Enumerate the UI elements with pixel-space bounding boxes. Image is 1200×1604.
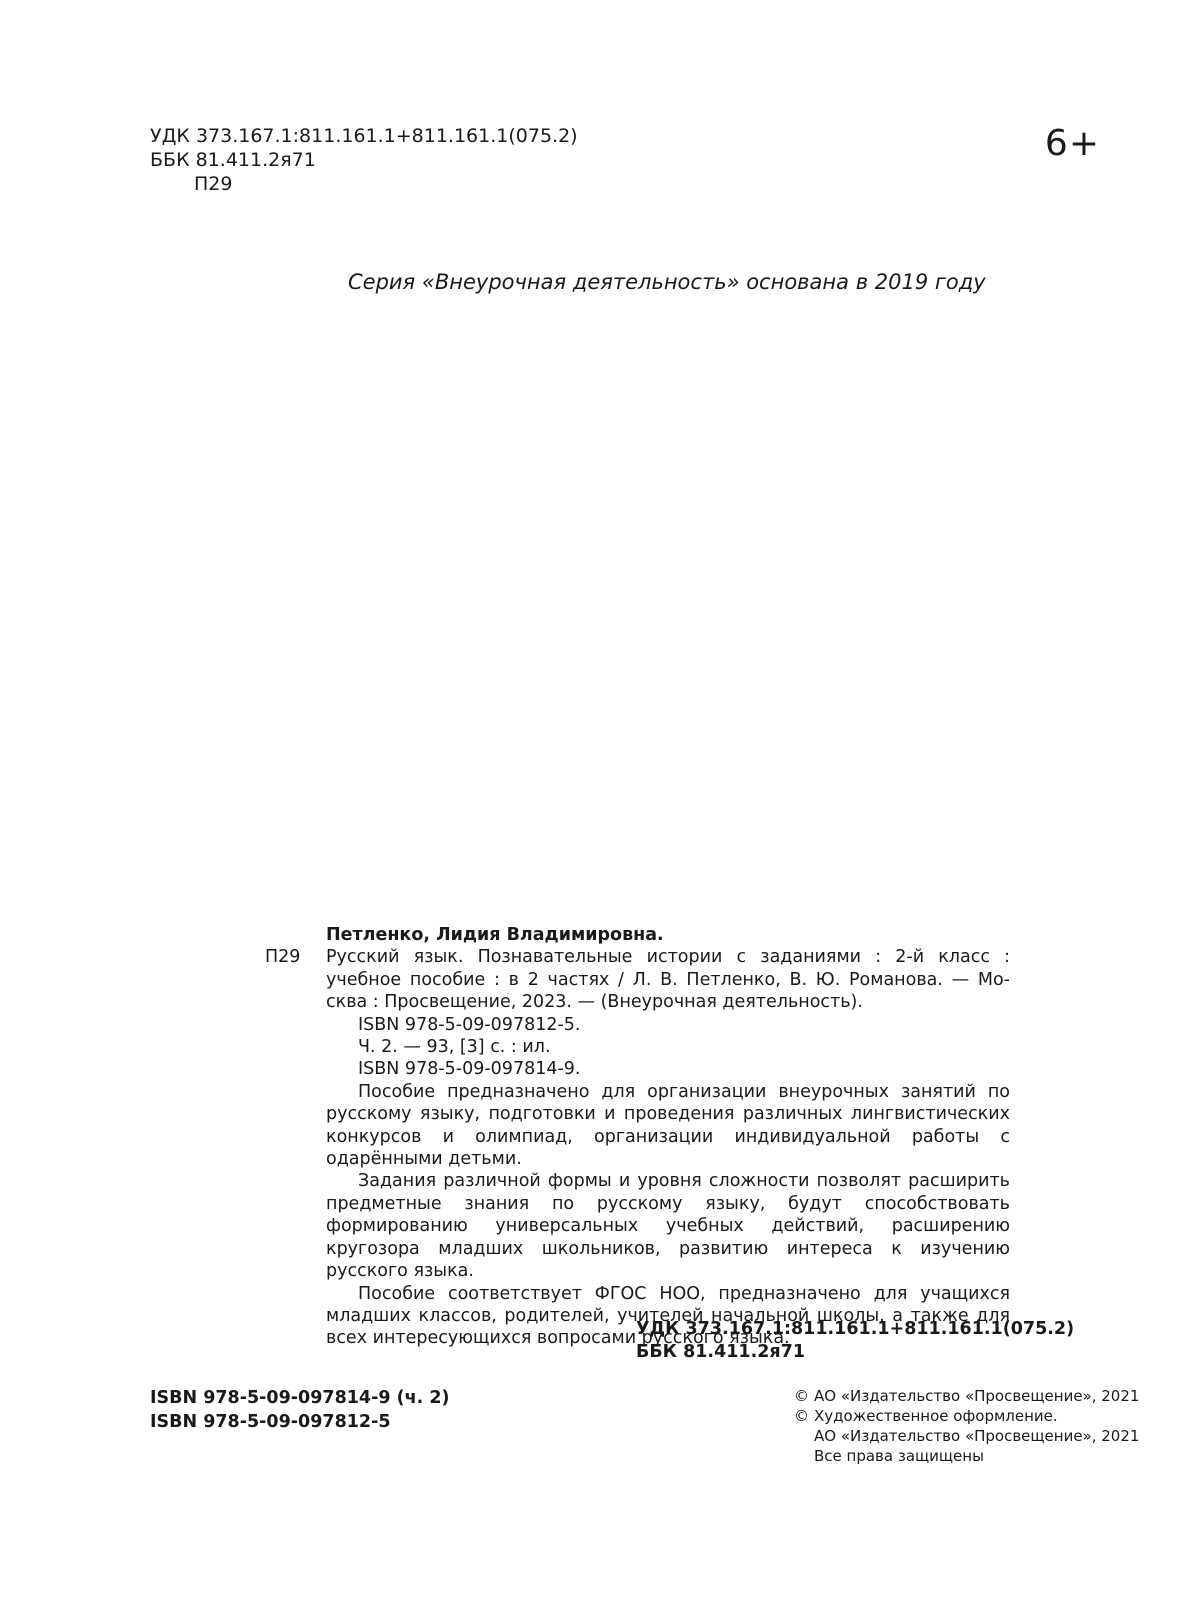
catalog-title-text-1: Русский язык. Познавательные истории с заданиями : 2-й класс :: [326, 947, 1010, 968]
catalog-title-line-3: сква : Просвещение, 2023. — (Внеурочная деятельность).: [326, 992, 863, 1013]
catalog-title-line-1: [150, 946, 1010, 968]
copyright-line-2: [794, 1406, 1139, 1426]
copyright-line-3: АО «Издательство «Просвещение», 2021: [814, 1427, 1140, 1445]
catalog-author: Петленко, Лидия Владимировна.: [326, 925, 664, 945]
copyright-line-4: Все права защищены: [814, 1447, 984, 1465]
bottom-udk-code: УДК 373.167.1:811.161.1+811.161.1(075.2): [636, 1319, 1075, 1339]
bottom-classification-codes: [636, 1318, 1074, 1364]
copyright-symbol-2: ©: [794, 1407, 809, 1425]
catalog-part: Ч. 2. — 93, [3] с. : ил.: [358, 1037, 551, 1058]
catalog-isbn-part: ISBN 978-5-09-097814-9.: [358, 1059, 581, 1080]
catalog-card: [150, 924, 1010, 1350]
catalog-title-line-2: учебное пособие : в 2 частях / Л. В. Петленко, В. Ю. Романова. — Мо-: [326, 969, 1010, 990]
bottom-bbk-code: ББК 81.411.2я71: [636, 1342, 806, 1362]
isbn-line-1: ISBN 978-5-09-097814-9 (ч. 2): [150, 1388, 450, 1408]
copyright-symbol-1: ©: [794, 1387, 809, 1405]
copyright-block: [794, 1386, 1139, 1466]
catalog-paragraph-1: Пособие предназначено для организации внеурочных занятий по русскому языку, подготовки и проведения различных лингвистических конкурсов и олимпиад, организации индивидуальной работы с одарёнными детьми.: [326, 1081, 1010, 1170]
catalog-paragraph-2: Задания различной формы и уровня сложности позволят расширить предметные знания по русскому языку, будут способствовать формированию универсальных учебных действий, расширению кругозора младших школьников, развитию интереса к изучению русского языка.: [326, 1171, 1010, 1282]
series-note: Серия «Внеурочная деятельность» основана в 2019 году: [348, 270, 986, 294]
copyright-line-2-text: Художественное оформление.: [814, 1407, 1058, 1425]
bbk-code: ББК 81.411.2я71: [150, 149, 316, 171]
age-rating: 6+: [1044, 123, 1100, 164]
catalog-paragraph-3: Пособие соответствует ФГОС НОО, предназначено для учащихся младших классов, родителей, учителей начальной школы, а также для всех интересующихся вопросами русского языка.: [326, 1283, 1010, 1349]
isbn-block: [150, 1386, 450, 1434]
catalog-code: П29: [265, 947, 301, 968]
copyright-line-1-text: АО «Издательство «Просвещение», 2021: [814, 1387, 1140, 1405]
isbn-line-2: ISBN 978-5-09-097812-5: [150, 1412, 391, 1432]
top-classification-codes: [150, 124, 578, 196]
catalog-isbn-series: ISBN 978-5-09-097812-5.: [358, 1014, 581, 1035]
udk-code: УДК 373.167.1:811.161.1+811.161.1(075.2): [150, 125, 578, 147]
author-mark: П29: [194, 173, 233, 195]
copyright-line-1: [794, 1386, 1139, 1406]
